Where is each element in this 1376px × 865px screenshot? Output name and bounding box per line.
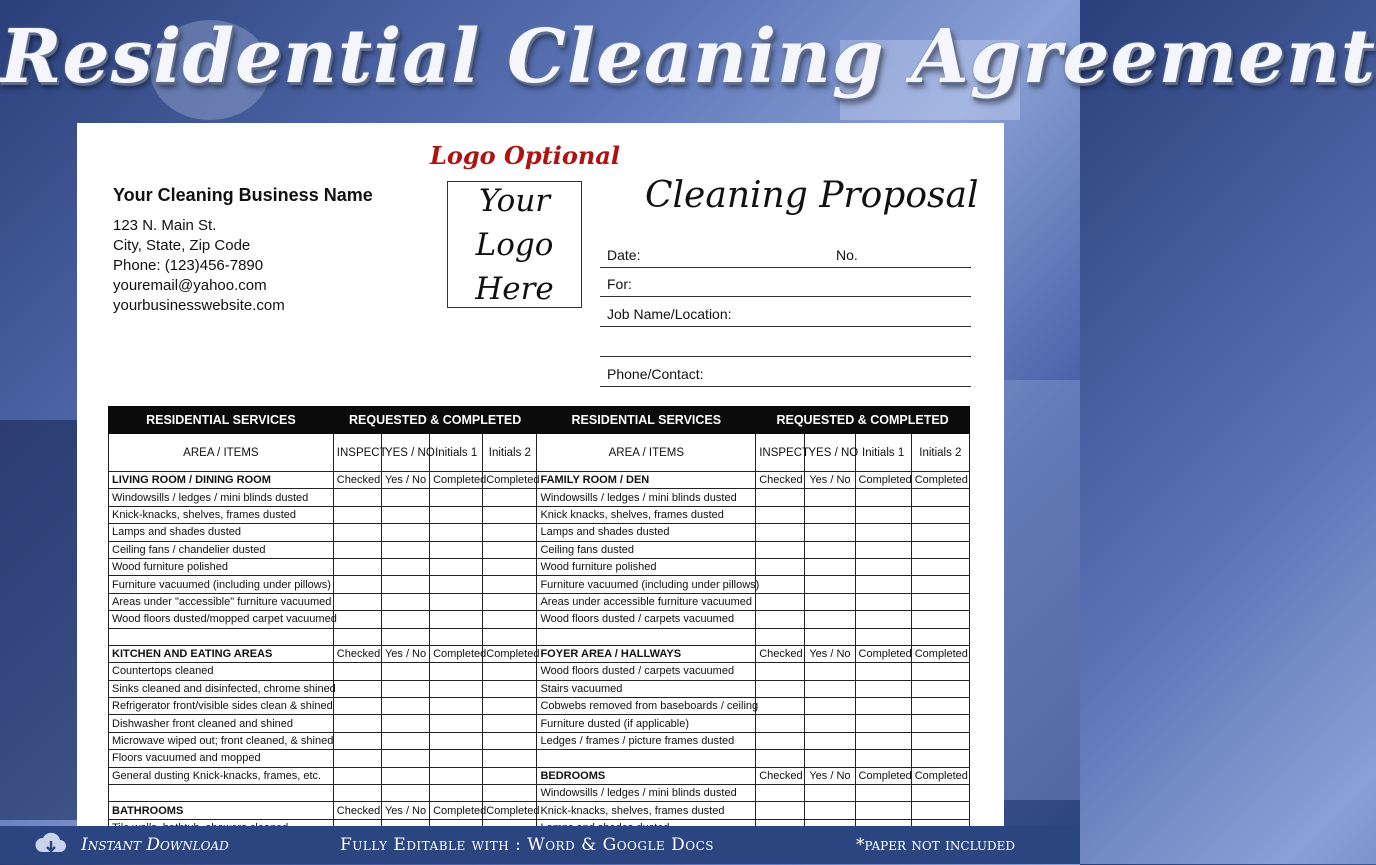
checklist-cell[interactable] bbox=[911, 576, 969, 593]
paper-not-included-label: *paper not included bbox=[856, 835, 1016, 855]
checklist-cell[interactable] bbox=[381, 732, 429, 749]
service-item: Furniture dusted (if applicable) bbox=[537, 715, 756, 732]
service-item: Ceiling fans / chandelier dusted bbox=[109, 541, 334, 558]
checklist-cell[interactable] bbox=[911, 785, 969, 802]
service-item bbox=[537, 750, 756, 767]
table-row bbox=[109, 767, 970, 784]
checklist-cell[interactable] bbox=[855, 558, 911, 575]
checklist-cell[interactable] bbox=[805, 732, 855, 749]
service-item: Refrigerator front/visible sides clean & shined bbox=[109, 698, 334, 715]
checklist-cell[interactable] bbox=[333, 611, 381, 628]
checklist-cell[interactable] bbox=[333, 715, 381, 732]
logo-placeholder-line: Your bbox=[478, 182, 551, 219]
checklist-cell[interactable] bbox=[333, 489, 381, 506]
checklist-cell[interactable] bbox=[381, 785, 429, 802]
checklist-cell[interactable] bbox=[805, 593, 855, 610]
table-row bbox=[109, 628, 970, 645]
business-phone: Phone: (123)456-7890 bbox=[113, 257, 264, 274]
checklist-cell[interactable] bbox=[855, 506, 911, 523]
checklist-cell[interactable] bbox=[333, 750, 381, 767]
checklist-cell[interactable] bbox=[381, 558, 429, 575]
checklist-cell[interactable] bbox=[911, 680, 969, 697]
column-yes-no: YES / NO bbox=[805, 434, 855, 472]
checklist-cell[interactable] bbox=[483, 576, 537, 593]
column-mark: Checked bbox=[756, 767, 805, 784]
checklist-cell[interactable] bbox=[805, 802, 855, 819]
table-row bbox=[109, 715, 970, 732]
for-label: For: bbox=[607, 276, 632, 292]
logo-optional-label: Logo Optional bbox=[430, 141, 621, 170]
service-item: Countertops cleaned bbox=[109, 663, 334, 680]
checklist-cell[interactable] bbox=[805, 489, 855, 506]
date-label: Date: bbox=[607, 247, 641, 263]
background-wall-right bbox=[1002, 380, 1080, 800]
column-mark: Completed bbox=[483, 472, 537, 489]
checklist-cell[interactable] bbox=[483, 489, 537, 506]
date-field[interactable] bbox=[600, 242, 971, 268]
service-item: Wood floors dusted/mopped carpet vacuumed bbox=[109, 611, 334, 628]
header-residential-services: RESIDENTIAL SERVICES bbox=[109, 407, 334, 434]
checklist-cell[interactable] bbox=[430, 506, 483, 523]
checklist-cell[interactable] bbox=[756, 576, 805, 593]
column-inspect: INSPECT bbox=[756, 434, 805, 472]
service-item: Furniture vacuumed (including under pillows) bbox=[109, 576, 334, 593]
checklist-cell[interactable] bbox=[805, 785, 855, 802]
service-item: Wood furniture polished bbox=[109, 558, 334, 575]
service-item: Furniture vacuumed (including under pillows) bbox=[537, 576, 756, 593]
checklist-cell[interactable] bbox=[911, 611, 969, 628]
service-item: Sinks cleaned and disinfected, chrome shined bbox=[109, 680, 334, 697]
checklist-cell[interactable] bbox=[430, 785, 483, 802]
checklist-cell[interactable] bbox=[430, 680, 483, 697]
column-yes-no: YES / NO bbox=[381, 434, 429, 472]
column-mark: Completed bbox=[911, 472, 969, 489]
services-table bbox=[108, 406, 970, 837]
checklist-cell[interactable] bbox=[756, 506, 805, 523]
column-mark: Yes / No bbox=[805, 472, 855, 489]
checklist-cell[interactable] bbox=[333, 628, 381, 645]
column-mark: Yes / No bbox=[381, 472, 429, 489]
column-mark: Checked bbox=[333, 472, 381, 489]
checklist-cell[interactable] bbox=[333, 663, 381, 680]
table-row bbox=[109, 802, 970, 819]
checklist-cell[interactable] bbox=[430, 611, 483, 628]
checklist-cell[interactable] bbox=[756, 593, 805, 610]
checklist-cell[interactable] bbox=[805, 663, 855, 680]
service-item: Ledges / frames / picture frames dusted bbox=[537, 732, 756, 749]
logo-placeholder-line: Logo bbox=[475, 226, 554, 263]
checklist-cell[interactable] bbox=[483, 767, 537, 784]
column-mark: Completed bbox=[911, 645, 969, 662]
checklist-cell[interactable] bbox=[756, 802, 805, 819]
checklist-cell[interactable] bbox=[911, 628, 969, 645]
column-mark: Completed bbox=[430, 472, 483, 489]
checklist-cell[interactable] bbox=[855, 750, 911, 767]
checklist-cell[interactable] bbox=[756, 541, 805, 558]
checklist-cell[interactable] bbox=[855, 611, 911, 628]
checklist-cell[interactable] bbox=[756, 611, 805, 628]
service-item: Knick knacks, shelves, frames dusted bbox=[537, 506, 756, 523]
column-mark: Yes / No bbox=[381, 802, 429, 819]
checklist-cell[interactable] bbox=[333, 767, 381, 784]
checklist-cell[interactable] bbox=[805, 611, 855, 628]
column-mark: Checked bbox=[333, 802, 381, 819]
table-row bbox=[109, 524, 970, 541]
phone-contact-label: Phone/Contact: bbox=[607, 366, 704, 382]
column-mark: Yes / No bbox=[805, 645, 855, 662]
table-row bbox=[109, 680, 970, 697]
business-website: yourbusinesswebsite.com bbox=[113, 297, 285, 314]
checklist-cell[interactable] bbox=[805, 506, 855, 523]
table-row bbox=[109, 611, 970, 628]
checklist-cell[interactable] bbox=[911, 715, 969, 732]
phone-contact-field[interactable] bbox=[600, 361, 971, 387]
checklist-cell[interactable] bbox=[756, 558, 805, 575]
column-mark: Checked bbox=[756, 645, 805, 662]
column-initials-1: Initials 1 bbox=[430, 434, 483, 472]
service-item: Areas under accessible furniture vacuumed bbox=[537, 593, 756, 610]
checklist-cell[interactable] bbox=[756, 715, 805, 732]
column-inspect: INSPECT bbox=[333, 434, 381, 472]
checklist-cell[interactable] bbox=[483, 680, 537, 697]
header-residential-services: RESIDENTIAL SERVICES bbox=[537, 407, 756, 434]
service-item: Wood furniture polished bbox=[537, 558, 756, 575]
checklist-cell[interactable] bbox=[333, 593, 381, 610]
checklist-cell[interactable] bbox=[430, 732, 483, 749]
column-mark: Completed bbox=[430, 645, 483, 662]
checklist-cell[interactable] bbox=[855, 785, 911, 802]
service-item: Stairs vacuumed bbox=[537, 680, 756, 697]
checklist-cell[interactable] bbox=[756, 524, 805, 541]
checklist-cell[interactable] bbox=[381, 593, 429, 610]
service-item: Lamps and shades dusted bbox=[109, 524, 334, 541]
checklist-cell[interactable] bbox=[756, 750, 805, 767]
checklist-cell[interactable] bbox=[483, 715, 537, 732]
checklist-cell[interactable] bbox=[855, 541, 911, 558]
job-location-label: Job Name/Location: bbox=[607, 306, 732, 322]
checklist-cell[interactable] bbox=[483, 785, 537, 802]
checklist-cell[interactable] bbox=[381, 506, 429, 523]
service-item: Floors vacuumed and mopped bbox=[109, 750, 334, 767]
column-mark: Completed bbox=[483, 645, 537, 662]
checklist-cell[interactable] bbox=[381, 611, 429, 628]
checklist-cell[interactable] bbox=[333, 680, 381, 697]
checklist-cell[interactable] bbox=[483, 611, 537, 628]
service-item: Lamps and shades dusted bbox=[537, 524, 756, 541]
checklist-cell[interactable] bbox=[333, 785, 381, 802]
checklist-cell[interactable] bbox=[381, 680, 429, 697]
checklist-cell[interactable] bbox=[381, 715, 429, 732]
services-table-body bbox=[109, 472, 970, 837]
column-mark: Completed bbox=[911, 767, 969, 784]
checklist-cell[interactable] bbox=[381, 750, 429, 767]
business-name: Your Cleaning Business Name bbox=[113, 185, 373, 205]
section-heading: LIVING ROOM / DINING ROOM bbox=[109, 472, 334, 489]
table-row bbox=[109, 645, 970, 662]
checklist-cell[interactable] bbox=[430, 576, 483, 593]
checklist-cell[interactable] bbox=[430, 715, 483, 732]
job-location-field[interactable] bbox=[600, 301, 971, 327]
checklist-cell[interactable] bbox=[855, 489, 911, 506]
service-item: Windowsills / ledges / mini blinds dusted bbox=[537, 489, 756, 506]
checklist-cell[interactable] bbox=[483, 732, 537, 749]
checklist-cell[interactable] bbox=[756, 732, 805, 749]
proposal-title: Cleaning Proposal bbox=[645, 175, 979, 216]
checklist-cell[interactable] bbox=[911, 558, 969, 575]
for-field[interactable] bbox=[600, 271, 971, 297]
business-info bbox=[113, 185, 373, 316]
checklist-cell[interactable] bbox=[381, 698, 429, 715]
table-row bbox=[109, 698, 970, 715]
header-requested-completed: REQUESTED & COMPLETED bbox=[333, 407, 537, 434]
service-item: Ceiling fans dusted bbox=[537, 541, 756, 558]
section-heading: BEDROOMS bbox=[537, 767, 756, 784]
checklist-cell[interactable] bbox=[333, 524, 381, 541]
checklist-cell[interactable] bbox=[483, 750, 537, 767]
checklist-cell[interactable] bbox=[333, 558, 381, 575]
checklist-cell[interactable] bbox=[855, 663, 911, 680]
checklist-cell[interactable] bbox=[381, 524, 429, 541]
checklist-cell[interactable] bbox=[430, 767, 483, 784]
column-mark: Completed bbox=[855, 472, 911, 489]
number-label: No. bbox=[836, 247, 858, 263]
checklist-cell[interactable] bbox=[911, 698, 969, 715]
table-row bbox=[109, 576, 970, 593]
checklist-cell[interactable] bbox=[911, 506, 969, 523]
service-item bbox=[109, 628, 334, 645]
checklist-cell[interactable] bbox=[381, 663, 429, 680]
checklist-cell[interactable] bbox=[430, 663, 483, 680]
checklist-cell[interactable] bbox=[805, 558, 855, 575]
service-item: Wood floors dusted / carpets vacuumed bbox=[537, 611, 756, 628]
logo-placeholder-line: Here bbox=[475, 270, 554, 307]
checklist-cell[interactable] bbox=[756, 698, 805, 715]
checklist-cell[interactable] bbox=[855, 593, 911, 610]
checklist-cell[interactable] bbox=[855, 802, 911, 819]
checklist-cell[interactable] bbox=[381, 628, 429, 645]
logo-placeholder-box bbox=[447, 181, 582, 308]
checklist-cell[interactable] bbox=[805, 698, 855, 715]
checklist-cell[interactable] bbox=[855, 680, 911, 697]
service-item bbox=[537, 628, 756, 645]
checklist-cell[interactable] bbox=[483, 558, 537, 575]
checklist-cell[interactable] bbox=[756, 489, 805, 506]
business-address: 123 N. Main St. bbox=[113, 217, 217, 234]
table-row bbox=[109, 732, 970, 749]
job-location-field-line-2[interactable] bbox=[600, 331, 971, 357]
column-mark: Completed bbox=[855, 767, 911, 784]
service-item: Areas under "accessible" furniture vacuumed bbox=[109, 593, 334, 610]
checklist-cell[interactable] bbox=[911, 541, 969, 558]
section-heading: FOYER AREA / HALLWAYS bbox=[537, 645, 756, 662]
business-email: youremail@yahoo.com bbox=[113, 277, 267, 294]
column-mark: Checked bbox=[756, 472, 805, 489]
checklist-cell[interactable] bbox=[430, 750, 483, 767]
column-mark: Completed bbox=[483, 802, 537, 819]
checklist-cell[interactable] bbox=[333, 576, 381, 593]
checklist-cell[interactable] bbox=[381, 767, 429, 784]
column-mark: Yes / No bbox=[381, 645, 429, 662]
header-requested-completed: REQUESTED & COMPLETED bbox=[756, 407, 970, 434]
background-wall-left bbox=[0, 420, 78, 820]
column-mark: Completed bbox=[855, 645, 911, 662]
service-item: Windowsills / ledges / mini blinds dusted bbox=[109, 489, 334, 506]
checklist-cell[interactable] bbox=[430, 489, 483, 506]
column-area-items: AREA / ITEMS bbox=[109, 434, 334, 472]
table-row bbox=[109, 506, 970, 523]
checklist-cell[interactable] bbox=[430, 698, 483, 715]
checklist-cell[interactable] bbox=[756, 680, 805, 697]
checklist-cell[interactable] bbox=[483, 524, 537, 541]
service-item bbox=[109, 785, 334, 802]
fully-editable-label: Fully Editable with : Word & Google Docs bbox=[340, 835, 714, 855]
checklist-cell[interactable] bbox=[805, 541, 855, 558]
checklist-cell[interactable] bbox=[483, 663, 537, 680]
business-city: City, State, Zip Code bbox=[113, 237, 251, 254]
checklist-cell[interactable] bbox=[333, 698, 381, 715]
column-area-items: AREA / ITEMS bbox=[537, 434, 756, 472]
checklist-cell[interactable] bbox=[333, 732, 381, 749]
section-heading: KITCHEN AND EATING AREAS bbox=[109, 645, 334, 662]
column-mark: Checked bbox=[333, 645, 381, 662]
table-row bbox=[109, 593, 970, 610]
checklist-cell[interactable] bbox=[483, 541, 537, 558]
checklist-cell[interactable] bbox=[483, 698, 537, 715]
checklist-cell[interactable] bbox=[911, 593, 969, 610]
section-heading: FAMILY ROOM / DEN bbox=[537, 472, 756, 489]
checklist-cell[interactable] bbox=[911, 732, 969, 749]
service-item: Windowsills / ledges / mini blinds dusted bbox=[537, 785, 756, 802]
checklist-cell[interactable] bbox=[381, 541, 429, 558]
banner-title: Residential Cleaning Agreement bbox=[0, 14, 1376, 100]
checklist-cell[interactable] bbox=[855, 524, 911, 541]
table-row bbox=[109, 785, 970, 802]
column-initials-2: Initials 2 bbox=[911, 434, 969, 472]
checklist-cell[interactable] bbox=[805, 715, 855, 732]
checklist-cell[interactable] bbox=[381, 576, 429, 593]
service-item: General dusting Knick-knacks, frames, etc. bbox=[109, 767, 334, 784]
checklist-cell[interactable] bbox=[805, 750, 855, 767]
service-item: Dishwasher front cleaned and shined bbox=[109, 715, 334, 732]
checklist-cell[interactable] bbox=[430, 524, 483, 541]
checklist-cell[interactable] bbox=[855, 576, 911, 593]
checklist-cell[interactable] bbox=[911, 802, 969, 819]
checklist-cell[interactable] bbox=[483, 593, 537, 610]
checklist-cell[interactable] bbox=[805, 628, 855, 645]
checklist-cell[interactable] bbox=[756, 663, 805, 680]
checklist-cell[interactable] bbox=[483, 506, 537, 523]
checklist-cell[interactable] bbox=[855, 628, 911, 645]
checklist-cell[interactable] bbox=[756, 785, 805, 802]
download-icon[interactable] bbox=[33, 830, 69, 860]
service-item: Cobwebs removed from baseboards / ceiling bbox=[537, 698, 756, 715]
agreement-paper bbox=[77, 123, 1004, 828]
service-item: Wood floors dusted / carpets vacuumed bbox=[537, 663, 756, 680]
checklist-cell[interactable] bbox=[430, 593, 483, 610]
checklist-cell[interactable] bbox=[333, 506, 381, 523]
service-item: Knick-knacks, shelves, frames dusted bbox=[109, 506, 334, 523]
checklist-cell[interactable] bbox=[855, 732, 911, 749]
checklist-cell[interactable] bbox=[855, 715, 911, 732]
column-initials-1: Initials 1 bbox=[855, 434, 911, 472]
column-mark: Completed bbox=[430, 802, 483, 819]
table-row bbox=[109, 663, 970, 680]
footer-banner bbox=[0, 826, 1080, 864]
checklist-cell[interactable] bbox=[430, 541, 483, 558]
checklist-cell[interactable] bbox=[756, 628, 805, 645]
table-row bbox=[109, 541, 970, 558]
table-row bbox=[109, 489, 970, 506]
column-mark: Yes / No bbox=[805, 767, 855, 784]
instant-download-label[interactable]: Instant Download bbox=[81, 835, 229, 855]
service-item: Microwave wiped out; front cleaned, & shined bbox=[109, 732, 334, 749]
table-row bbox=[109, 472, 970, 489]
checklist-cell[interactable] bbox=[911, 663, 969, 680]
checklist-cell[interactable] bbox=[805, 576, 855, 593]
checklist-cell[interactable] bbox=[333, 541, 381, 558]
checklist-cell[interactable] bbox=[911, 750, 969, 767]
checklist-cell[interactable] bbox=[430, 558, 483, 575]
table-row bbox=[109, 750, 970, 767]
checklist-cell[interactable] bbox=[805, 680, 855, 697]
checklist-cell[interactable] bbox=[911, 489, 969, 506]
checklist-cell[interactable] bbox=[855, 698, 911, 715]
checklist-cell[interactable] bbox=[911, 524, 969, 541]
checklist-cell[interactable] bbox=[430, 628, 483, 645]
checklist-cell[interactable] bbox=[381, 489, 429, 506]
service-item: Knick-knacks, shelves, frames dusted bbox=[537, 802, 756, 819]
table-row bbox=[109, 558, 970, 575]
checklist-cell[interactable] bbox=[483, 628, 537, 645]
checklist-cell[interactable] bbox=[805, 524, 855, 541]
section-heading: BATHROOMS bbox=[109, 802, 334, 819]
column-initials-2: Initials 2 bbox=[483, 434, 537, 472]
